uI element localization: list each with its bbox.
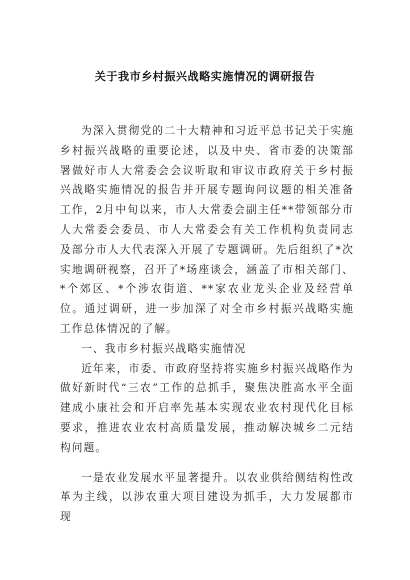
paragraph-overview: 近年来，市委、市政府坚持将实施乡村振兴战略作为做好新时代“三农”工作的总抓手，聚焦决胜高水平全面建成小康社会和开启率先基本实现农业农村现代化目标要求，推进农业农村高质量发展，推动解决城乡二元结构问题。 — [60, 362, 354, 454]
document-title: 关于我市乡村振兴战略实施情况的调研报告 — [94, 70, 316, 83]
paragraph-intro: 为深入贯彻党的二十大精神和习近平总书记关于实施乡村振兴战略的重要论述，以及中央、省市委的决策部署做好市人大常委会会议听取和审议市政府关于乡村振兴战略实施情况的报告并开展专题询问议题的相关准备工作，2月中旬以来，市人大常委会副主任**带领部分市人大常委会委员、市人大常委会有关工作机构负责同志及部分市人大代表深入开展了专题调研。先后组织了*次实地调研视察，召开了*场座谈会，涵盖了市相关部门、*个郊区、*个涉农街道、**家农业龙头企业及经营单位。通过调研，进一步加深了对全市乡村振兴战略实施工作总体情况的了解。 — [60, 125, 354, 335]
paragraph-point-one: 一是农业发展水平显著提升。以农业供给侧结构性改革为主线，以涉农重大项目建设为抓手，大力发展都市现 — [60, 471, 354, 524]
section-heading: 一、我市乡村振兴战略实施情况 — [81, 342, 247, 355]
document-body — [60, 122, 354, 528]
